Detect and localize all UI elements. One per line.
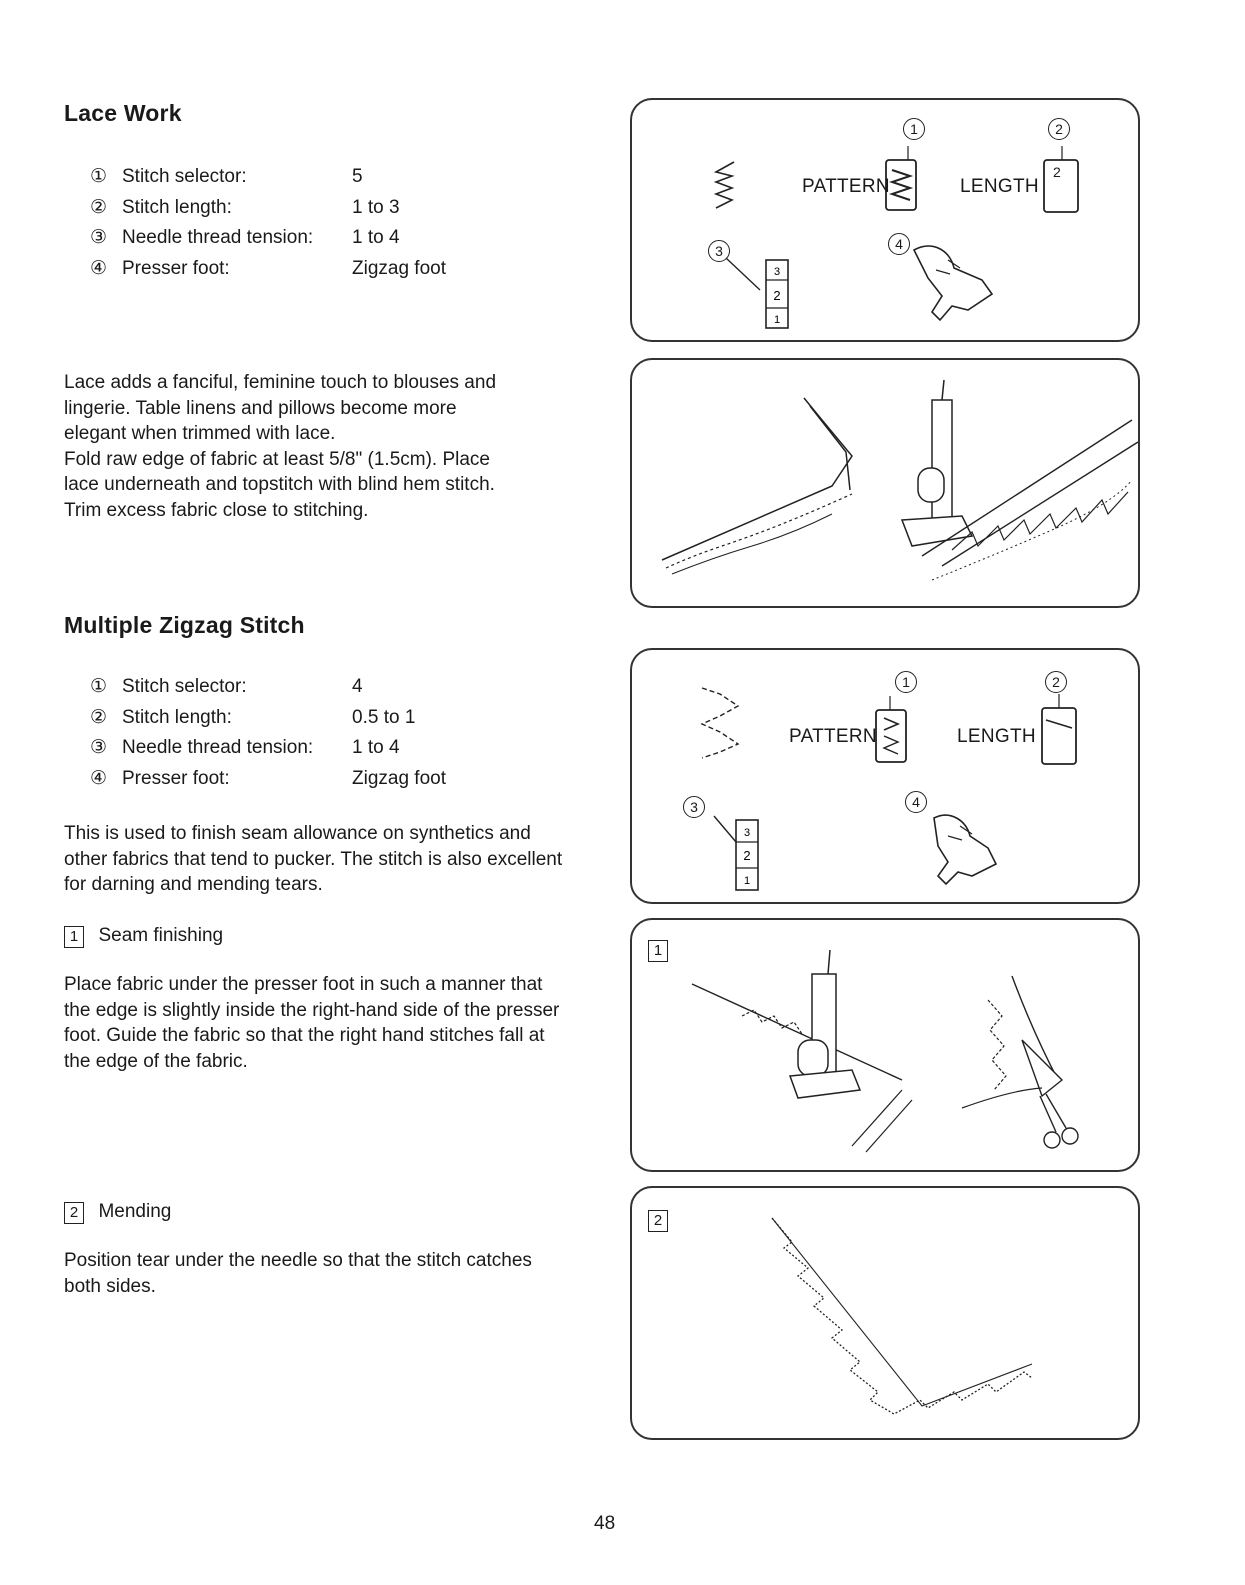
seam-finishing-illustration (632, 920, 1140, 1172)
zigzag-description (64, 821, 624, 898)
setting-number: ④ (90, 767, 108, 789)
setting-value: 1 to 4 (352, 737, 400, 758)
paragraph-line: the edge is slightly inside the right-hand side of the presser (64, 999, 560, 1021)
setting-value: Zigzag foot (352, 767, 446, 789)
multiple-zigzag-heading: Multiple Zigzag Stitch (64, 612, 305, 638)
paragraph-line: Trim excess fabric close to stitching. (64, 499, 369, 521)
callout-1: 1 (895, 671, 917, 693)
length-label: LENGTH (960, 176, 1039, 197)
paragraph-line: This is used to finish seam allowance on synthetics and (64, 823, 531, 844)
paragraph-line: Fold raw edge of fabric at least 5/8" (1.5cm). Place (64, 448, 490, 470)
pattern-label: PATTERN (802, 176, 890, 197)
setting-number: ② (90, 706, 108, 728)
setting-row (90, 193, 530, 224)
setting-number: ④ (90, 257, 108, 279)
seam-finishing-description (64, 972, 624, 1074)
paragraph-line: the edge of the fabric. (64, 1050, 248, 1072)
setting-label: Stitch length: (122, 196, 232, 218)
paragraph-line: lingerie. Table linens and pillows become more (64, 397, 457, 419)
setting-label: Stitch selector: (122, 676, 247, 697)
paragraph-line: for darning and mending tears. (64, 874, 323, 895)
setting-label: Needle thread tension: (122, 737, 314, 758)
callout-3: 3 (683, 796, 705, 818)
paragraph-line: other fabrics that tend to pucker. The stitch is also excellent (64, 848, 563, 870)
step-number: 1 (648, 940, 668, 962)
lace-work-heading: Lace Work (64, 100, 182, 126)
callout-2: 2 (1045, 671, 1067, 693)
setting-value: 5 (352, 166, 363, 187)
dial-2: 2 (773, 288, 781, 303)
paragraph-line: Place fabric under the presser foot in such a manner that (64, 974, 543, 995)
setting-label: Stitch length: (122, 706, 232, 728)
dial-2: 2 (743, 848, 751, 863)
mending-description (64, 1248, 624, 1299)
zigzag-settings-list (90, 672, 530, 794)
paragraph-line: Lace adds a fanciful, feminine touch to blouses and (64, 372, 497, 393)
paragraph-line: foot. Guide the fabric so that the right hand stitches fall at (64, 1025, 545, 1046)
dial-1: 1 (773, 314, 781, 326)
setting-value: 1 to 3 (352, 196, 400, 218)
mending-illustration (632, 1188, 1140, 1440)
seam-finishing-subheading (64, 925, 223, 948)
paragraph-line: both sides. (64, 1275, 156, 1297)
lace-sewing-illustration-panel (630, 358, 1140, 608)
setting-label: Stitch selector: (122, 166, 247, 187)
setting-row (90, 162, 530, 193)
dial-1: 1 (743, 875, 751, 887)
page-number: 48 (594, 1513, 616, 1534)
setting-row (90, 733, 530, 764)
step-number: 2 (64, 1202, 84, 1224)
setting-number: ② (90, 196, 108, 218)
setting-value: 0.5 to 1 (352, 706, 416, 728)
mending-subheading (64, 1201, 171, 1224)
step-number: 2 (648, 1210, 668, 1232)
paragraph-line: elegant when trimmed with lace. (64, 423, 336, 444)
dial-3: 3 (743, 827, 751, 839)
setting-label: Presser foot: (122, 257, 230, 279)
setting-value: Zigzag foot (352, 257, 446, 279)
seam-finishing-illustration-panel (630, 918, 1140, 1172)
callout-1: 1 (903, 118, 925, 140)
callout-4: 4 (905, 791, 927, 813)
setting-label: Presser foot: (122, 767, 230, 789)
setting-value: 1 to 4 (352, 227, 400, 248)
lace-sewing-illustration (632, 360, 1140, 608)
callout-3: 3 (708, 240, 730, 262)
setting-row (90, 672, 530, 703)
step-label: Seam finishing (98, 925, 224, 946)
lace-settings-panel (630, 98, 1140, 342)
dial-3: 3 (773, 266, 781, 278)
setting-label: Needle thread tension: (122, 227, 314, 248)
step-number: 1 (64, 926, 84, 948)
setting-number: ③ (90, 227, 108, 248)
setting-number: ① (90, 676, 108, 697)
setting-row (90, 703, 530, 734)
paragraph-line: Position tear under the needle so that the stitch catches (64, 1250, 532, 1271)
lace-settings-list (90, 162, 530, 284)
setting-number: ③ (90, 737, 108, 758)
setting-row (90, 764, 530, 795)
length-value: 2 (1053, 164, 1062, 180)
zigzag-settings-panel (630, 648, 1140, 904)
setting-row (90, 223, 530, 254)
mending-illustration-panel (630, 1186, 1140, 1440)
step-label: Mending (98, 1201, 172, 1222)
paragraph-line: lace underneath and topstitch with blind hem stitch. (64, 474, 495, 495)
length-label: LENGTH (957, 726, 1036, 747)
lace-description (64, 370, 604, 523)
setting-value: 4 (352, 676, 363, 697)
setting-row (90, 254, 530, 285)
callout-4: 4 (888, 233, 910, 255)
setting-number: ① (90, 166, 108, 187)
pattern-label: PATTERN (789, 726, 877, 747)
callout-2: 2 (1048, 118, 1070, 140)
